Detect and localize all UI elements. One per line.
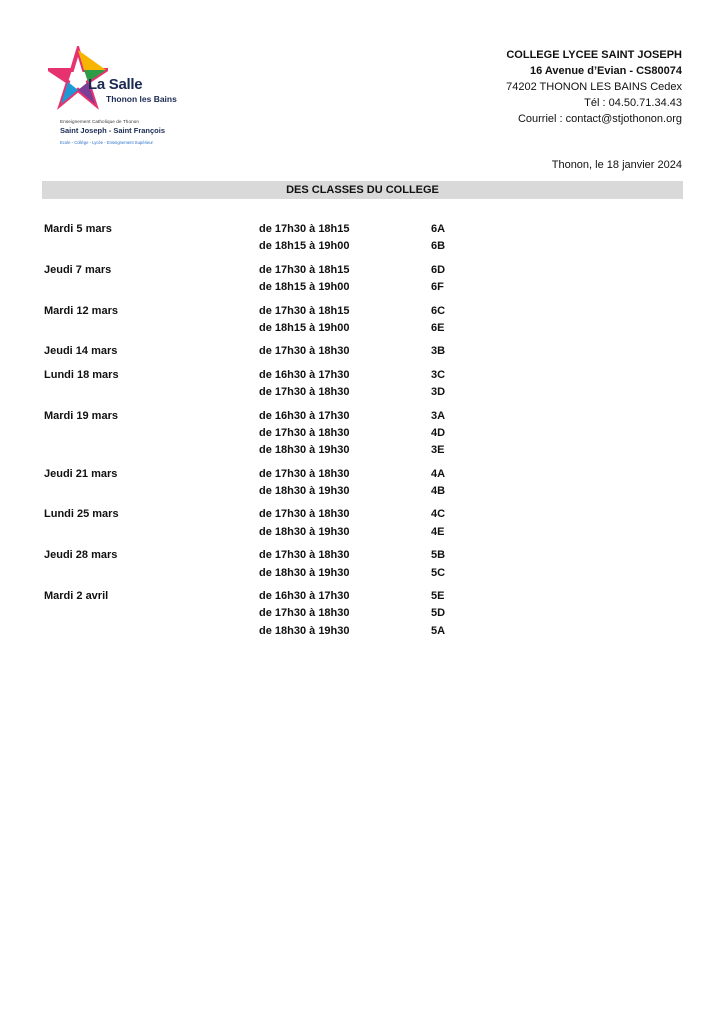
- school-address: [506, 47, 682, 127]
- schedule-row: [44, 322, 684, 339]
- schedule-time: de 17h30 à 18h30: [259, 426, 350, 439]
- schedule-row: [44, 369, 684, 386]
- address-city: 74202 THONON LES BAINS Cedex: [506, 81, 682, 93]
- logo-brand: La Salle: [88, 76, 143, 93]
- schedule-day-group: [44, 549, 684, 584]
- document-date: Thonon, le 18 janvier 2024: [551, 159, 682, 171]
- schedule-class: 5A: [431, 624, 446, 637]
- schedule-class: 3D: [431, 386, 446, 399]
- schedule-time: de 17h30 à 18h30: [259, 345, 350, 358]
- schedule-time: de 18h15 à 19h00: [259, 281, 350, 294]
- schedule-row: [44, 240, 684, 257]
- schedule-time: de 18h30 à 19h30: [259, 444, 350, 457]
- schedule-time: de 17h30 à 18h15: [259, 304, 350, 317]
- schedule-class: 4E: [431, 525, 445, 538]
- address-name: COLLEGE LYCEE SAINT JOSEPH: [506, 49, 682, 61]
- address-phone: Tél : 04.50.71.34.43: [584, 97, 682, 109]
- schedule-class: 4D: [431, 426, 446, 439]
- schedule-row: [44, 410, 684, 427]
- schedule-row: [44, 625, 684, 642]
- schedule-class: 6B: [431, 240, 446, 253]
- schedule-row: [44, 281, 684, 298]
- schedule-day-group: [44, 468, 684, 503]
- schedule-table: [44, 223, 684, 648]
- logo-schools: Saint Joseph - Saint François: [60, 126, 166, 135]
- schedule-time: de 18h30 à 19h30: [259, 566, 350, 579]
- address-email: Courriel : contact@stjothonon.org: [517, 113, 682, 125]
- schedule-class: 3B: [431, 345, 446, 358]
- schedule-row: [44, 607, 684, 624]
- schedule-day: Lundi 25 mars: [44, 508, 119, 521]
- schedule-row: [44, 305, 684, 322]
- schedule-time: de 17h30 à 18h30: [259, 467, 350, 480]
- schedule-day: Mardi 2 avril: [44, 590, 109, 603]
- schedule-time: de 17h30 à 18h30: [259, 508, 350, 521]
- schedule-day-group: [44, 264, 684, 299]
- schedule-class: 4A: [431, 467, 446, 480]
- schedule-row: [44, 485, 684, 502]
- schedule-time: de 18h30 à 19h30: [259, 525, 350, 538]
- schedule-day: Jeudi 14 mars: [44, 345, 118, 358]
- schedule-class: 5E: [431, 590, 445, 603]
- schedule-day-group: [44, 223, 684, 258]
- schedule-class: 6C: [431, 304, 446, 317]
- schedule-day: Lundi 18 mars: [44, 368, 119, 381]
- schedule-time: de 18h15 à 19h00: [259, 240, 350, 253]
- schedule-time: de 18h30 à 19h30: [259, 485, 350, 498]
- schedule-class: 3E: [431, 444, 445, 457]
- schedule-day-group: [44, 345, 684, 362]
- schedule-class: 4C: [431, 508, 446, 521]
- schedule-row: [44, 590, 684, 607]
- schedule-row: [44, 508, 684, 525]
- schedule-class: 4B: [431, 485, 446, 498]
- schedule-day-group: [44, 305, 684, 340]
- schedule-day: Mardi 5 mars: [44, 223, 112, 235]
- schedule-time: de 16h30 à 17h30: [259, 590, 350, 603]
- logo-tagline: Enseignement Catholique de Thonon: [60, 119, 140, 124]
- schedule-time: de 16h30 à 17h30: [259, 368, 350, 381]
- schedule-time: de 17h30 à 18h30: [259, 607, 350, 620]
- schedule-time: de 17h30 à 18h15: [259, 263, 350, 276]
- address-street: 16 Avenue d’Evian - CS80074: [529, 65, 682, 77]
- schedule-row: [44, 427, 684, 444]
- schedule-class: 6F: [431, 281, 444, 294]
- schedule-class: 3A: [431, 409, 446, 422]
- schedule-class: 5D: [431, 607, 446, 620]
- schedule-day: Mardi 19 mars: [44, 409, 118, 422]
- schedule-day-group: [44, 369, 684, 404]
- schedule-day-group: [44, 410, 684, 462]
- schedule-class: 6E: [431, 321, 445, 334]
- schedule-time: de 18h30 à 19h30: [259, 624, 350, 637]
- schedule-row: [44, 526, 684, 543]
- schedule-row: [44, 386, 684, 403]
- schedule-row: [44, 444, 684, 461]
- schedule-class: 6A: [431, 223, 446, 235]
- schedule-day: Mardi 12 mars: [44, 304, 118, 317]
- schedule-day: Jeudi 28 mars: [44, 549, 118, 562]
- schedule-row: [44, 468, 684, 485]
- logo-levels: Ecole - Collège - Lycée - Enseignement Supérieur: [60, 140, 153, 145]
- school-logo: [48, 46, 188, 154]
- schedule-day: Jeudi 21 mars: [44, 467, 118, 480]
- schedule-day-group: [44, 590, 684, 642]
- logo-brand-sub: Thonon les Bains: [106, 94, 177, 104]
- schedule-time: de 17h30 à 18h30: [259, 386, 350, 399]
- schedule-time: de 17h30 à 18h15: [259, 223, 350, 235]
- schedule-row: [44, 567, 684, 584]
- schedule-time: de 18h15 à 19h00: [259, 321, 350, 334]
- schedule-day: Jeudi 7 mars: [44, 263, 112, 276]
- schedule-row: [44, 549, 684, 566]
- schedule-time: de 16h30 à 17h30: [259, 409, 350, 422]
- document-title: DES CLASSES DU COLLEGE: [42, 181, 683, 199]
- schedule-day-group: [44, 508, 684, 543]
- schedule-row: [44, 223, 684, 240]
- schedule-row: [44, 345, 684, 362]
- schedule-class: 5B: [431, 549, 446, 562]
- schedule-class: 3C: [431, 368, 446, 381]
- schedule-class: 6D: [431, 263, 446, 276]
- schedule-row: [44, 264, 684, 281]
- schedule-class: 5C: [431, 566, 446, 579]
- schedule-time: de 17h30 à 18h30: [259, 549, 350, 562]
